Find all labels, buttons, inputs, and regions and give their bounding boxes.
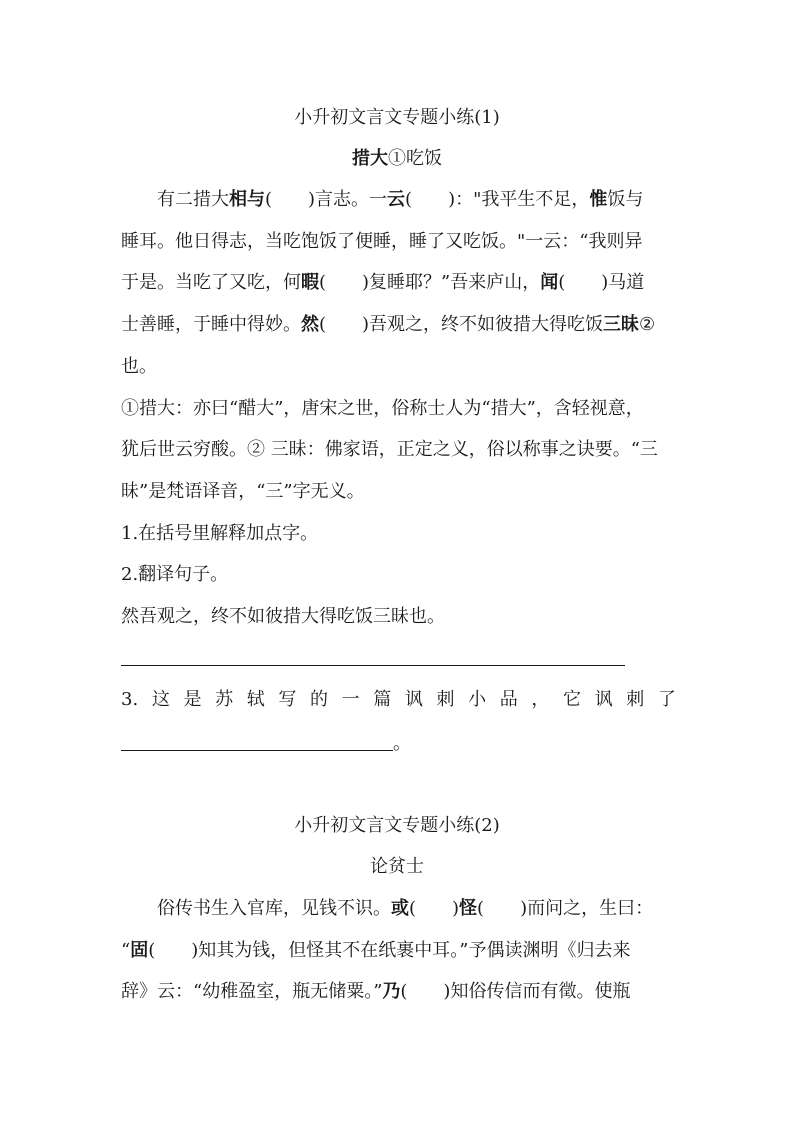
q3-char: 讽 — [404, 689, 423, 710]
q3-char: 篇 — [373, 689, 392, 710]
q3-char: 刺 — [626, 689, 645, 710]
answer-line-q3[interactable] — [121, 750, 393, 751]
q3-char: 了 — [657, 689, 676, 710]
question-3 — [121, 688, 676, 712]
q3-char: 一 — [341, 689, 360, 710]
text-run: ( )吾观之，终不如彼措大得吃饭 — [319, 314, 604, 335]
text-run: 辞》云：“幼稚盈室，瓶无储粟。” — [121, 981, 383, 1002]
q3-char: 苏 — [215, 689, 234, 710]
subtitle-bold: 措大 — [352, 148, 388, 169]
q3-char: 讽 — [594, 689, 613, 710]
section1-subtitle — [0, 147, 794, 171]
text-run: 士善睡，于睡中得妙。 — [121, 314, 301, 335]
passage1-line-5: 也。 — [121, 356, 157, 377]
q3-char: 的 — [309, 689, 328, 710]
dotted-char: 怪 — [459, 898, 478, 919]
passage1-line-3 — [121, 271, 681, 295]
note-line-3: 昧”是梵语译音，“三”字无义。 — [121, 481, 365, 502]
footnote-mark: ② — [639, 314, 656, 335]
question-1: 1.在括号里解释加点字。 — [121, 523, 319, 544]
text-run: ( )而问之，生曰： — [477, 898, 654, 919]
dotted-char: 固 — [130, 940, 149, 961]
question-2: 2.翻译句子。 — [121, 564, 229, 585]
passage1-line-1 — [157, 188, 717, 212]
text-run: ( )知其为钱，但怪其不在纸裹中耳。”予偶读渊明《归去来 — [148, 940, 631, 961]
dotted-char: 云 — [387, 189, 406, 210]
dotted-char: 或 — [391, 898, 409, 919]
q3-char: 轼 — [246, 689, 265, 710]
dotted-char: 然 — [301, 314, 319, 335]
dotted-char: 闻 — [540, 272, 559, 293]
text-run: 于是。当吃了又吃，何 — [121, 272, 301, 293]
q3-char: 品 — [499, 689, 518, 710]
dotted-char: 三昧 — [603, 314, 640, 335]
dotted-char: 惟 — [589, 189, 608, 210]
text-run: ( )知俗传信而有徵。使瓶 — [400, 981, 631, 1002]
passage2-line-3 — [121, 980, 681, 1004]
text-run: ( )马道 — [558, 272, 645, 293]
text-run: “ — [121, 940, 131, 961]
note-line-1: ①措大：亦曰“醋大”，唐宋之世，俗称士人为“措大”，含轻视意， — [121, 398, 644, 419]
section2-subtitle: 论贫士 — [370, 856, 424, 877]
q3-char: 是 — [183, 689, 202, 710]
section2-title: 小升初文言文专题小练(2) — [294, 815, 500, 836]
text-run: ( )复睡耶？”吾来庐山， — [319, 272, 541, 293]
answer-line-q2[interactable] — [121, 665, 625, 666]
q3-char: 这 — [151, 689, 170, 710]
q3-char: ， — [531, 689, 550, 710]
passage2-line-1 — [157, 897, 717, 921]
dotted-char: 暇 — [301, 272, 319, 293]
text-run: 有二措大 — [157, 189, 229, 210]
subtitle-rest: ①吃饭 — [388, 148, 442, 169]
q3-end-mark: 。 — [393, 733, 411, 754]
question-2-sentence: 然吾观之，终不如彼措大得吃饭三昧也。 — [121, 606, 445, 627]
text-run: 饭与 — [607, 189, 644, 210]
passage1-line-4 — [121, 313, 681, 337]
text-run: 俗传书生入官库，见钱不识。 — [157, 898, 391, 919]
q3-char: 小 — [468, 689, 487, 710]
text-run: ( )言志。一 — [265, 189, 388, 210]
q3-char: 3. — [121, 689, 139, 710]
passage1-line-2: 睡耳。他日得志，当吃饱饭了便睡，睡了又吃饭。"一云：“我则异 — [121, 231, 643, 252]
q3-char: 刺 — [436, 689, 455, 710]
text-run: ( ) — [409, 898, 460, 919]
dotted-char: 相与 — [229, 189, 265, 210]
q3-char: 写 — [278, 689, 297, 710]
note-line-2: 犹后世云穷酸。② 三昧：佛家语，正定之义，俗以称事之诀要。“三 — [121, 439, 658, 460]
q3-char: 它 — [562, 689, 581, 710]
section1-title: 小升初文言文专题小练(1) — [294, 107, 500, 128]
passage2-line-2 — [121, 939, 681, 963]
dotted-char: 乃 — [382, 981, 401, 1002]
text-run: ( )："我平生不足， — [405, 189, 590, 210]
